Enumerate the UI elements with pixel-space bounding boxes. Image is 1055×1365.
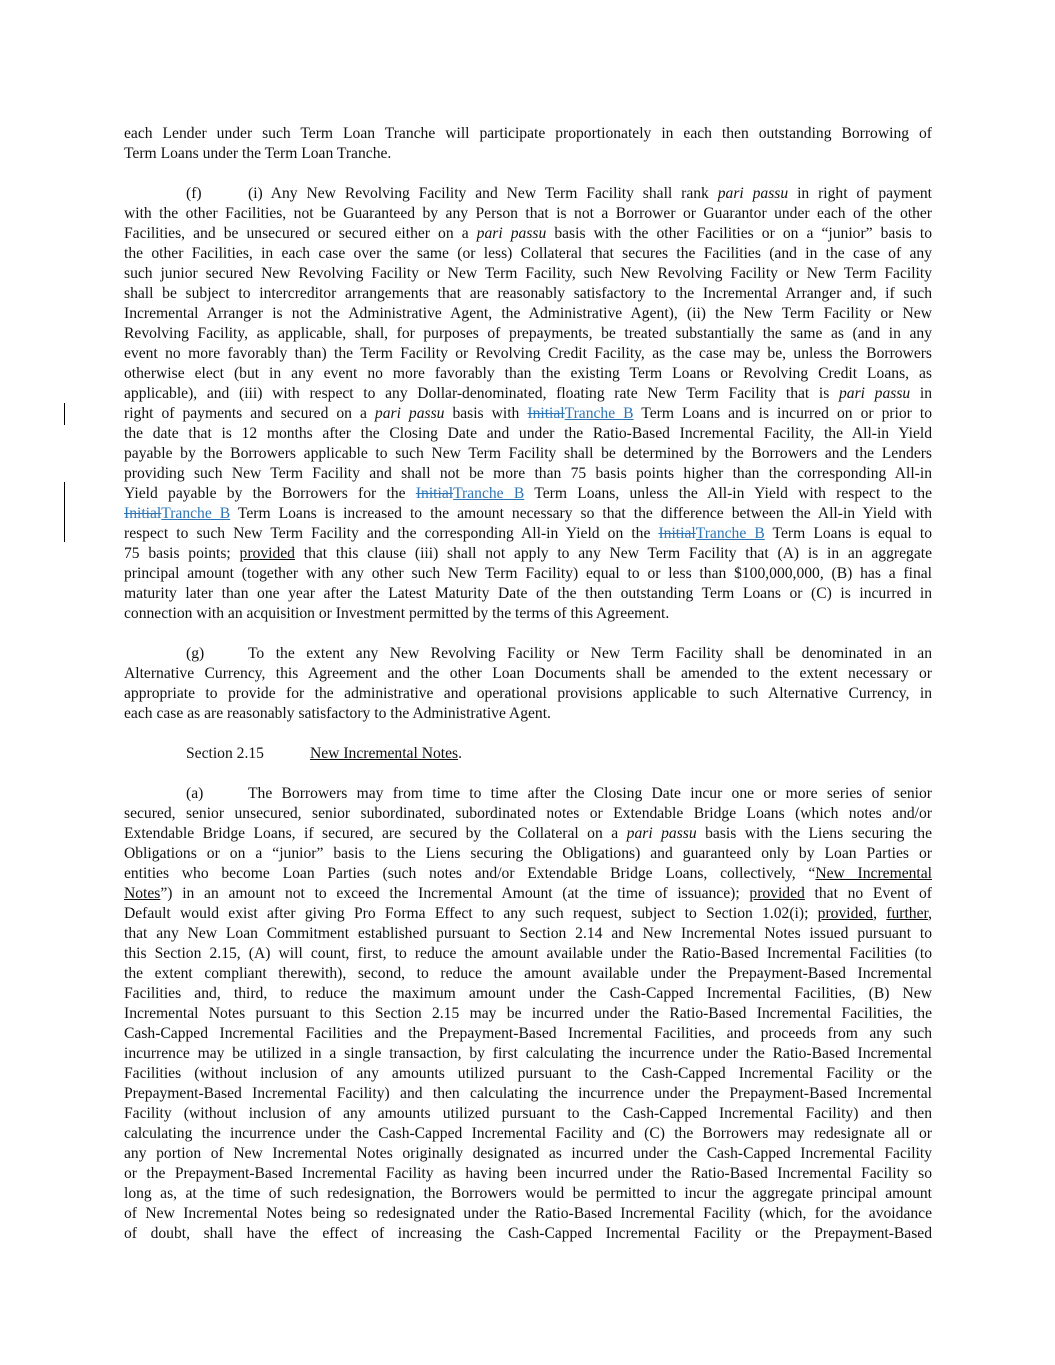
paragraph-a-line: Extendable Bridge Loans, if secured, are secured by the Collateral on a pari passu basis with the Liens securing the [124,825,932,842]
paragraph-f-line: Yield payable by the Borrowers for the InitialTranche B Term Loans, unless the All-in Yield with respect to the [124,485,933,502]
change-bar [64,482,65,542]
tracked-insertion: Tranche B [161,505,231,522]
paragraph-a-line: Facilities and, third, to reduce the maximum amount under the Cash-Capped Incremental Facilities, (B) New [124,985,932,1002]
section-number: Section 2.15 [186,745,264,762]
paragraph-a-line: incurrence may be utilized in a single transaction, by first calculating the incurrence under the Ratio-Based Incremental [124,1045,932,1062]
paragraph-f-line: Revolving Facility, as applicable, shall, for purposes of prepayments, be treated substantially the same as (and in any [124,325,932,342]
tracked-insertion: Tranche B [453,485,525,502]
paragraph-f-line: the other Facilities, in each case over the same (or less) Collateral that secures the Facilities (and in the case of any [124,245,932,262]
paragraph-f-line: with the other Facilities, not be Guaranteed by any Person that is not a Borrower or Guarantor under each of the other [124,205,932,222]
tracked-deletion: Initial [415,485,454,502]
paragraph-f-line: 75 basis points; provided that this clause (iii) shall not apply to any New Term Facility that (A) is in an aggregate [124,545,932,562]
paragraph-f-line: principal amount (together with any other such New Term Facility) equal to or less than $100,000,000, (B) has a final [124,565,932,582]
paragraph-a-line: Notes”) in an amount not to exceed the Incremental Amount (at the time of issuance); provided that no Event of [124,885,932,902]
paragraph-a-line: any portion of New Incremental Notes originally designated as incurred under the Cash-Capped Incremental Facility [124,1145,932,1162]
tracked-insertion: Tranche B [564,405,634,422]
paragraph-f-line: maturity later than one year after the Latest Maturity Date of the then outstanding Term Loans or (C) is incurred in [124,585,932,602]
paragraph-a-line: Prepayment-Based Incremental Facility) and then calculating the incurrence under the Prepayment-Based Incremental [124,1085,932,1102]
paragraph-g-line: Alternative Currency, this Agreement and the other Loan Documents shall be amended to the extent necessary or [124,665,932,682]
paragraph-a-line: of doubt, shall have the effect of increasing the Cash-Capped Incremental Facility or the Prepayment-Based [124,1225,932,1242]
paragraph-f-line: respect to such New Term Facility and the corresponding All-in Yield on the InitialTranche B Term Loans is equal to [124,525,932,542]
paragraph-a-line: Facility (without inclusion of any amounts utilized pursuant to the Cash-Capped Incremental Facility) and then [124,1105,932,1122]
paragraph-f-line: payable by the Borrowers applicable to such New Term Facility shall be determined by the Borrowers and the Lenders [124,445,932,462]
tracked-deletion: Initial [658,525,696,542]
paragraph-a-line: calculating the incurrence under the Cash-Capped Incremental Facility and (C) the Borrowers may redesignate all or [124,1125,932,1142]
tracked-deletion: Initial [527,405,565,422]
paragraph-a-line: this Section 2.15, (A) will count, first, to reduce the amount available under the Ratio-Based Incremental Facilities (to [124,945,932,962]
paragraph-a-line: entities who become Loan Parties (such notes and/or Extendable Bridge Loans, collectively, “New Incremental [124,865,932,882]
paragraph-f-line: event no more favorably than) the Term Facility or Revolving Credit Facility, as the case may be, unless the Borrowers [124,345,932,362]
paragraph-f-line: providing such New Term Facility and shall not be more than 75 basis points higher than the corresponding All-in [124,465,932,482]
paragraph-f-line: such junior secured New Revolving Facility or New Term Facility, such New Revolving Facility or New Term Facility [124,265,932,282]
section-heading: Section 2.15 New Incremental Notes. [186,745,462,762]
paragraph-f-line: Incremental Arranger is not the Administrative Agent, the Administrative Agent), (ii) the New Term Facility or New [124,305,932,322]
paragraph-a-line: Default would exist after giving Pro Forma Effect to any such request, subject to Section 1.02(i); provided, further, [124,905,932,922]
paragraph-f-line: shall be subject to intercreditor arrangements that are reasonably satisfactory to the Incremental Arranger and, if such [124,285,932,302]
paragraph-g-line: (g) To the extent any New Revolving Facility or New Term Facility shall be denominated in an [186,645,932,662]
paragraph-label: (a) [186,785,204,802]
paragraph-a-line: Obligations or on a “junior” basis to the Liens securing the Obligations) and guaranteed only by Loan Parties or [124,845,932,862]
paragraph-label: (f) [186,185,202,202]
paragraph-a-line: secured, senior unsecured, senior subordinated, subordinated notes or Extendable Bridge Loans (which notes and/or [124,805,932,822]
paragraph-f-line: InitialTranche B Term Loans is increased to the amount necessary so that the difference between the All-in Yield with [124,505,933,522]
section-title: New Incremental Notes [310,745,459,762]
paragraph-a-line: that any New Loan Commitment established pursuant to Section 2.14 and New Incremental Notes issued pursuant to [124,925,932,942]
tracked-insertion: Tranche B [695,525,765,542]
paragraph-f-line: (f) (i) Any New Revolving Facility and New Term Facility shall rank pari passu in right of payment [186,185,933,202]
paragraph-a-line: or the Prepayment-Based Incremental Facility as having been incurred under the Ratio-Based Incremental Facility so [124,1165,932,1182]
paragraph-f-line: Facilities, and be unsecured or secured either on a pari passu basis with the other Facilities or on a “junior” basis to [124,225,933,242]
change-bar [64,403,65,425]
paragraph-a-line: long as, at the time of such redesignation, the Borrowers would be permitted to incur the aggregate principal amount [124,1185,932,1202]
paragraph-a-line: Incremental Notes pursuant to this Section 2.15 may be incurred under the Ratio-Based Incremental Facilities, the [124,1005,932,1022]
paragraph-a-line: Cash-Capped Incremental Facilities and the Prepayment-Based Incremental Facilities, and proceeds from any such [124,1025,932,1042]
paragraph-g-line: each case as are reasonably satisfactory to the Administrative Agent. [124,705,551,722]
paragraph-a-line: Facilities (without inclusion of any amounts utilized pursuant to the Cash-Capped Incremental Facility or the [124,1065,932,1082]
paragraph-f-line: otherwise elect (but in any event no more favorably than the existing Term Loans or Revolving Credit Loans, as [124,365,932,382]
tracked-deletion: Initial [124,505,162,522]
paragraph-line: Term Loans under the Term Loan Tranche. [124,145,392,162]
paragraph-f-line: the date that is 12 months after the Closing Date and under the Ratio-Based Incremental Facility, the All-in Yield [124,425,932,442]
paragraph-f-line: connection with an acquisition or Investment permitted by the terms of this Agreement. [124,605,670,622]
paragraph-f-line: right of payments and secured on a pari passu basis with InitialTranche B Term Loans and is incurred on or prior to [124,405,933,422]
paragraph-g-line: appropriate to provide for the administrative and operational provisions applicable to such Alternative Currency, in [124,685,932,702]
paragraph-a-line: of New Incremental Notes being so redesignated under the Ratio-Based Incremental Facility (which, for the avoidance [124,1205,932,1222]
paragraph-line: each Lender under such Term Loan Tranche will participate proportionately in each then outstanding Borrowing of [124,125,932,142]
paragraph-f-line: applicable), and (iii) with respect to any Dollar-denominated, floating rate New Term Facility that is pari passu in [124,385,933,402]
paragraph-label: (g) [186,645,205,662]
paragraph-a-line: (a) The Borrowers may from time to time after the Closing Date incur one or more series of senior [186,785,932,802]
paragraph-a-line: the extent compliant therewith), second, to reduce the amount available under the Prepayment-Based Incremental [124,965,932,982]
